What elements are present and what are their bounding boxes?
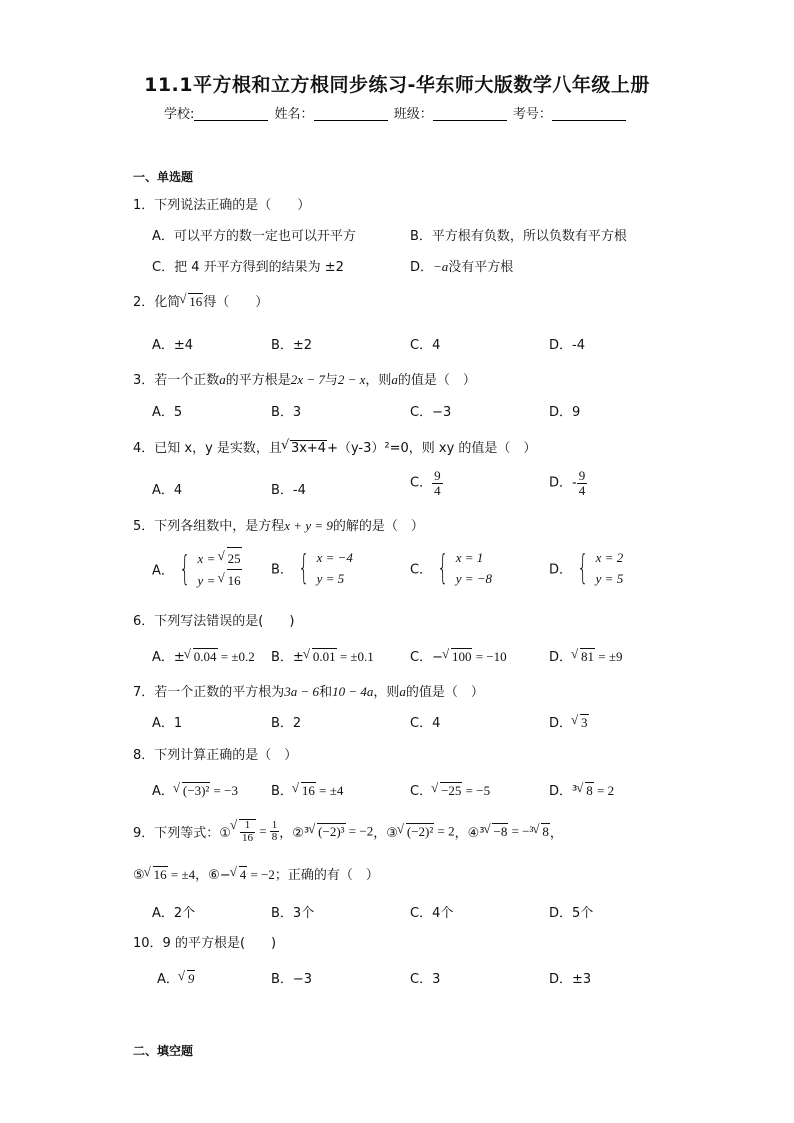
radicand	[239, 819, 256, 844]
question-3-option-b[interactable]: B．3	[271, 405, 302, 420]
question-1-stem: 1．下列说法正确的是（ ）	[133, 198, 311, 213]
equation: x = 2	[595, 550, 624, 565]
cube-root-expression	[484, 823, 508, 840]
math-expression: = −3	[210, 783, 238, 798]
stem-text: ，④³	[454, 826, 485, 842]
question-2-stem	[133, 291, 268, 310]
stem-text: +（y-3）²=0，则 xy 的值是（ ）	[327, 441, 537, 456]
question-7-option-c[interactable]: C．4	[410, 716, 441, 731]
equation-system	[198, 547, 242, 591]
option-label: C．−	[410, 650, 443, 665]
sqrt-expression	[304, 648, 337, 665]
section-heading-fill-blank: 二、填空题	[133, 1044, 194, 1058]
option-label: D．³	[549, 784, 578, 799]
fraction	[270, 820, 280, 844]
question-9-option-c[interactable]: C．4个	[410, 906, 454, 921]
equation-lhs: x =	[197, 551, 219, 566]
stem-text: ；正确的有（ ）	[274, 868, 379, 883]
stem-text: 3．若一个正数	[133, 373, 220, 388]
stem-text: ，	[549, 826, 563, 842]
option-label: C．	[410, 784, 433, 799]
question-1-option-b[interactable]: B．平方根有负数，所以负数有平方根	[410, 229, 627, 244]
brace-icon: {	[577, 548, 589, 588]
stem-text: 的解的是（ ）	[332, 519, 424, 534]
cube-root-expression	[533, 823, 550, 840]
math-equation: x + y = 9	[284, 518, 333, 533]
fraction	[240, 820, 255, 844]
stem-text: 与	[324, 373, 338, 388]
question-9-stem-line-1	[133, 819, 563, 844]
question-1-option-d[interactable]	[410, 256, 513, 275]
option-label: B．±	[271, 650, 304, 665]
option-text: 没有平方根	[448, 260, 514, 275]
sqrt-expression	[219, 547, 242, 569]
equation: y = 5	[316, 571, 345, 586]
question-7-option-a[interactable]: A．1	[152, 716, 183, 731]
question-4-stem	[133, 437, 536, 456]
sqrt-expression	[145, 866, 168, 883]
radicand: −25	[441, 783, 462, 798]
math-expression: = ±4	[167, 867, 196, 882]
math-expression: = ±4	[315, 783, 344, 798]
question-4-option-c[interactable]	[410, 469, 443, 497]
math-expression: = 2	[434, 823, 455, 839]
stem-text: 9．下列等式：①	[133, 826, 231, 842]
option-label: C．	[410, 475, 433, 491]
question-9-stem-line-2	[133, 864, 379, 883]
denominator: 8	[271, 831, 278, 844]
numerator: 9	[434, 468, 441, 483]
stem-text: ⑤	[133, 868, 145, 883]
equation: y = 5	[595, 571, 624, 586]
option-label: A．	[152, 563, 174, 579]
sqrt-expression	[185, 648, 218, 665]
question-5-option-c[interactable]	[410, 547, 492, 589]
brace-icon: {	[298, 548, 310, 588]
sqrt-expression	[174, 782, 210, 799]
equation-system	[596, 547, 624, 589]
math-expression: 2x − 7	[290, 372, 325, 387]
radicand: (−2)²	[406, 824, 434, 840]
option-label: C．	[410, 562, 433, 578]
option-label: A．	[152, 784, 174, 799]
question-8-stem: 8．下列计算正确的是（ ）	[133, 748, 298, 763]
radicand: 9	[187, 971, 195, 986]
question-2-option-a[interactable]: A．±4	[152, 338, 194, 353]
radicand: 16	[153, 867, 167, 882]
stem-text: 的平方根是	[225, 373, 291, 388]
equation-system	[317, 547, 353, 589]
question-9-option-d[interactable]: D．5个	[549, 906, 594, 921]
question-4-option-b[interactable]: B．-4	[271, 483, 306, 498]
question-8-option-c[interactable]	[410, 780, 490, 799]
question-6-option-d[interactable]	[549, 646, 622, 665]
question-2-option-d[interactable]: D．-4	[549, 338, 585, 353]
class-label: 班级：	[393, 107, 433, 122]
question-5-option-b[interactable]	[271, 547, 353, 589]
sqrt-expression	[231, 819, 256, 844]
radicand: 16	[301, 783, 315, 798]
sqrt-expression	[179, 970, 196, 987]
math-expression: 10 − 4a	[332, 684, 374, 699]
question-8-option-d[interactable]	[549, 780, 614, 799]
question-10-option-b[interactable]: B．−3	[271, 972, 313, 987]
question-1-option-c[interactable]: C．把 4 开平方得到的结果为 ±2	[152, 260, 344, 275]
name-blank[interactable]	[314, 106, 388, 121]
numerator: 1	[271, 818, 278, 831]
question-6-option-c[interactable]	[410, 646, 507, 665]
sqrt-expression	[572, 648, 595, 665]
radicand: 4	[239, 867, 247, 882]
option-label: A．	[157, 972, 179, 987]
denominator: 4	[578, 482, 586, 498]
question-8-option-b[interactable]	[271, 780, 343, 799]
question-9-option-b[interactable]: B．3个	[271, 906, 315, 921]
brace-icon: {	[179, 549, 191, 589]
question-3-option-d[interactable]: D．9	[549, 405, 581, 420]
math-expression: 2 − x	[337, 372, 366, 387]
math-expression: = ±0.2	[217, 649, 255, 664]
radicand: 3x+4	[290, 441, 327, 456]
stem-text: 得（ ）	[203, 295, 269, 310]
question-6-option-a[interactable]	[152, 646, 255, 665]
stem-text: ，则	[373, 685, 400, 700]
numerator: √ 1	[240, 820, 255, 833]
equation: y = −8	[455, 571, 493, 586]
option-label: B．	[271, 784, 293, 799]
stem-text: ，则	[365, 373, 392, 388]
option-label: A．±	[152, 650, 185, 665]
exam-no-label: 考号：	[512, 107, 552, 122]
math-expression: = 2	[593, 783, 615, 798]
radicand: 16	[227, 569, 242, 591]
question-8-option-a[interactable]	[152, 780, 238, 799]
question-7-stem	[133, 681, 484, 700]
radicand: 8	[542, 824, 549, 840]
math-expression: 3a − 6	[284, 684, 320, 699]
sqrt-expression	[398, 823, 434, 840]
question-5-option-d[interactable]	[549, 547, 623, 589]
school-label: 学校:	[164, 107, 195, 122]
math-expression: = ±9	[595, 649, 623, 664]
option-label: D．	[549, 562, 573, 578]
option-label: D．	[549, 716, 573, 731]
section-heading-single-choice: 一、单选题	[133, 170, 194, 184]
equation: x = −4	[316, 550, 353, 565]
cube-root-expression	[577, 782, 594, 799]
numerator: 9	[578, 468, 586, 483]
question-6-option-b[interactable]	[271, 646, 374, 665]
cube-root-expression	[309, 823, 345, 840]
question-2-option-b[interactable]: B．±2	[271, 338, 313, 353]
question-1-option-a[interactable]: A．可以平方的数一定也可以开平方	[152, 229, 356, 244]
radicand: 25	[227, 547, 242, 569]
question-4-option-d[interactable]	[549, 469, 587, 497]
fraction	[577, 469, 588, 497]
fraction	[432, 469, 443, 497]
name-label: 姓名：	[274, 107, 314, 122]
math-expression: = −³	[508, 823, 534, 839]
option-label: D．	[410, 260, 434, 275]
question-4-option-a[interactable]: A．4	[152, 483, 183, 498]
stem-text: 4．已知 x，y 是实数，且	[133, 441, 282, 456]
question-5-option-a[interactable]	[152, 547, 242, 591]
stem-text: 7．若一个正数的平方根为	[133, 685, 285, 700]
radicand: 81	[581, 649, 595, 664]
radicand: 0.04	[193, 649, 217, 664]
question-10-option-c[interactable]: C．3	[410, 972, 441, 987]
math-expression: = −10	[472, 649, 507, 664]
question-7-option-d[interactable]	[549, 712, 589, 731]
radicand: 0.01	[312, 649, 336, 664]
stem-text: 的值是（ ）	[405, 685, 484, 700]
math-variable: a	[391, 372, 398, 387]
denominator: 16	[241, 831, 253, 844]
math-variable: a	[219, 372, 226, 387]
math-expression: =	[255, 823, 270, 839]
question-5-stem	[133, 515, 424, 534]
radicand: 100	[451, 649, 472, 664]
sqrt-expression	[572, 714, 589, 731]
equation-system	[456, 547, 492, 589]
stem-text: 和	[319, 685, 333, 700]
class-blank[interactable]	[433, 106, 507, 121]
radicand: 3	[581, 715, 588, 730]
math-expression: −a	[433, 259, 449, 274]
option-label: D．-	[549, 475, 577, 491]
sqrt-expression	[432, 782, 462, 799]
question-3-stem	[133, 369, 476, 388]
stem-text: ，②³	[279, 826, 310, 842]
stem-text: 5．下列各组数中，是方程	[133, 519, 285, 534]
question-6-stem: 6．下列写法错误的是( )	[133, 614, 295, 629]
math-variable: a	[399, 684, 406, 699]
question-7-option-b[interactable]: B．2	[271, 716, 302, 731]
question-10-option-a[interactable]	[157, 968, 195, 987]
sqrt-expression	[293, 782, 316, 799]
option-label: B．	[271, 562, 293, 578]
stem-text: ，③	[373, 826, 398, 842]
page-title: 11.1平方根和立方根同步练习-华东师大版数学八年级上册	[144, 74, 650, 96]
question-3-option-c[interactable]: C．−3	[410, 405, 452, 420]
equation-lhs: y =	[197, 573, 219, 588]
stem-text: ，⑥−	[195, 868, 231, 883]
question-9-option-a[interactable]: A．2个	[152, 906, 196, 921]
sqrt-expression	[219, 569, 242, 591]
radicand: (−3)²	[182, 783, 210, 798]
stem-text: 2．化简	[133, 295, 181, 310]
stem-text: 的值是（ ）	[397, 373, 476, 388]
question-10-stem: 10．9 的平方根是( )	[133, 936, 277, 951]
question-3-option-a[interactable]: A．5	[152, 405, 183, 420]
question-10-option-d[interactable]: D．±3	[549, 972, 592, 987]
sqrt-expression	[443, 648, 473, 665]
student-info-line	[164, 103, 628, 122]
math-expression: = −5	[462, 783, 491, 798]
brace-icon: {	[437, 548, 449, 588]
sqrt-expression	[180, 293, 203, 310]
equation: x = 1	[455, 550, 484, 565]
math-expression: = ±0.1	[336, 649, 374, 664]
sqrt-expression	[282, 440, 327, 456]
radicand: 8	[586, 783, 593, 798]
exam-no-blank[interactable]	[552, 106, 626, 121]
question-2-option-c[interactable]: C．4	[410, 338, 441, 353]
option-label: D．	[549, 650, 573, 665]
sqrt-expression	[231, 866, 248, 883]
radicand: (−2)³	[318, 824, 345, 840]
math-expression: = −2	[247, 867, 275, 882]
math-expression: = −2	[345, 823, 374, 839]
denominator: 4	[434, 482, 441, 498]
school-blank[interactable]	[194, 106, 268, 121]
radicand: −8	[493, 824, 508, 840]
radicand: 16	[189, 294, 203, 309]
